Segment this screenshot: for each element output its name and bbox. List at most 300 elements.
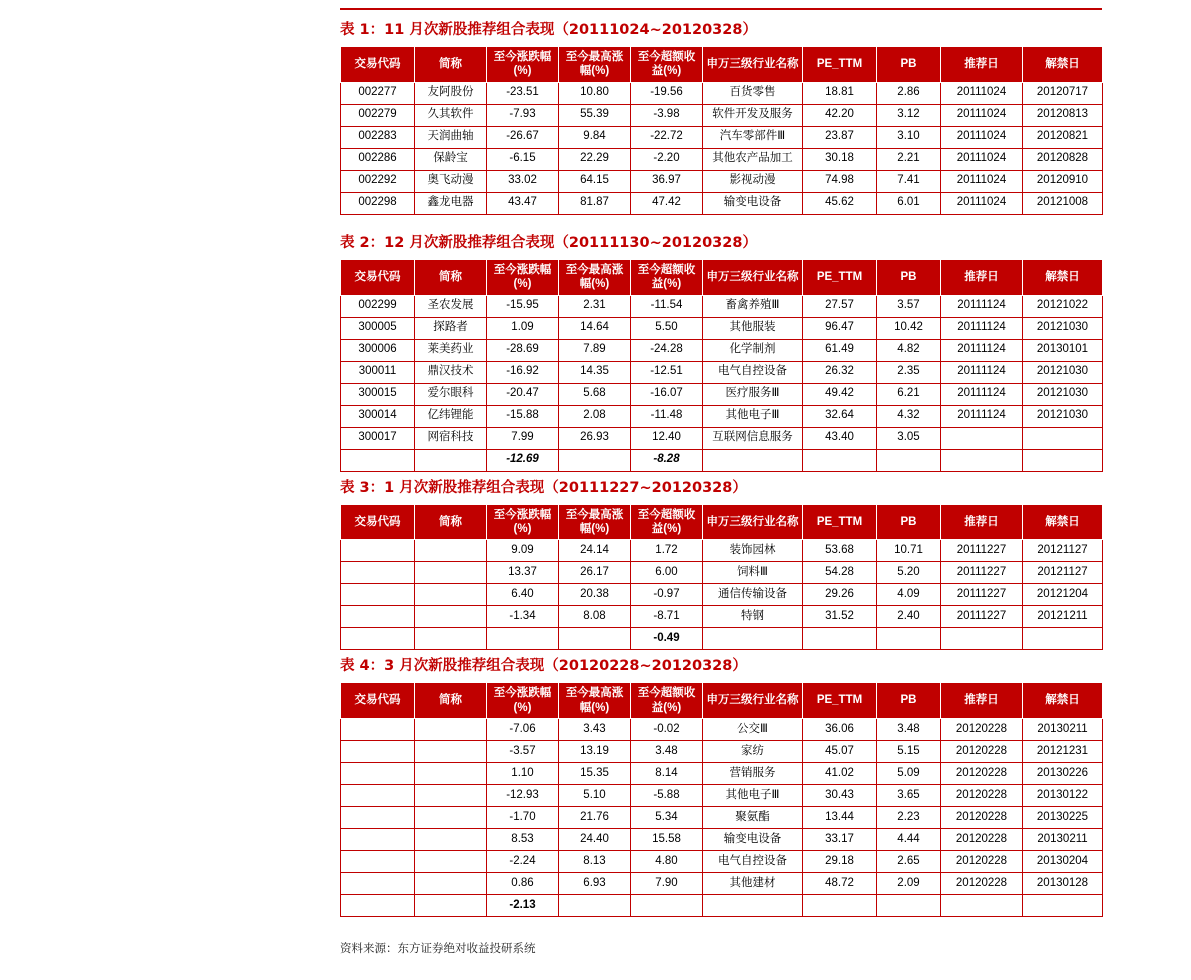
cell-change: -1.70: [487, 807, 559, 829]
cell-excess: 12.40: [631, 427, 703, 449]
cell-name: [415, 763, 487, 785]
col-header-pb: PB: [877, 504, 941, 540]
cell-code: [341, 807, 415, 829]
col-header-code: 交易代码: [341, 504, 415, 540]
cell-high: 5.68: [559, 383, 631, 405]
cell-change: 6.40: [487, 584, 559, 606]
cell-industry: 装饰园林: [703, 540, 803, 562]
cell-recommend-date: 20120228: [941, 763, 1023, 785]
col-header-change: 至今涨跌幅(%): [487, 47, 559, 83]
table-block-3: [340, 476, 1102, 651]
cell-pb: 4.32: [877, 405, 941, 427]
col-header-code: 交易代码: [341, 259, 415, 295]
source-note: 资料来源：东方证券绝对收益投研系统: [340, 941, 536, 955]
table-block-4: [340, 654, 1102, 917]
cell-pb: 3.57: [877, 295, 941, 317]
cell-high: 81.87: [559, 192, 631, 214]
cell-industry: 化学制剂: [703, 339, 803, 361]
col-header-unlock-date: 解禁日: [1023, 47, 1103, 83]
cell-code: [341, 741, 415, 763]
table-row: [341, 170, 1103, 192]
cell-industry: 软件开发及服务: [703, 104, 803, 126]
cell-high: 5.10: [559, 785, 631, 807]
cell-pe: 49.42: [803, 383, 877, 405]
cell-name: 奥飞动漫: [415, 170, 487, 192]
cell-pe: 29.18: [803, 851, 877, 873]
cell-recommend-date: 20120228: [941, 851, 1023, 873]
cell-change: 7.99: [487, 427, 559, 449]
cell-high: 14.64: [559, 317, 631, 339]
cell-excess: 36.97: [631, 170, 703, 192]
table-row: [341, 427, 1103, 449]
cell-unlock-date: 20130128: [1023, 873, 1103, 895]
cell-name: 莱美药业: [415, 339, 487, 361]
cell-change: -28.69: [487, 339, 559, 361]
cell-change: -26.67: [487, 126, 559, 148]
col-header-excess: 至今超额收益(%): [631, 504, 703, 540]
cell-pb: 2.09: [877, 873, 941, 895]
cell-recommend-date: 20111227: [941, 540, 1023, 562]
col-header-pe: PE_TTM: [803, 47, 877, 83]
col-header-name: 简称: [415, 47, 487, 83]
cell-high: 6.93: [559, 873, 631, 895]
cell-unlock-date: [1023, 427, 1103, 449]
cell-name: [415, 562, 487, 584]
cell-high: 64.15: [559, 170, 631, 192]
cell-name: [415, 785, 487, 807]
cell-code: 002292: [341, 170, 415, 192]
cell-industry: 家纺: [703, 741, 803, 763]
cell-change: -15.95: [487, 295, 559, 317]
cell-excess: -22.72: [631, 126, 703, 148]
cell-recommend-date: 20111124: [941, 361, 1023, 383]
cell-code: 002286: [341, 148, 415, 170]
cell-name: 友阿股份: [415, 82, 487, 104]
cell-excess: 6.00: [631, 562, 703, 584]
cell-pe: 26.32: [803, 361, 877, 383]
table-header-row: [341, 47, 1103, 83]
cell-pe: 29.26: [803, 584, 877, 606]
cell-pe: 74.98: [803, 170, 877, 192]
cell-excess: 3.48: [631, 741, 703, 763]
cell-pb: 3.10: [877, 126, 941, 148]
cell-unlock-date: 20121127: [1023, 562, 1103, 584]
cell-recommend-date: 20120228: [941, 807, 1023, 829]
cell-recommend-date: 20111227: [941, 606, 1023, 628]
table-header-row: [341, 683, 1103, 719]
cell-code: 300015: [341, 383, 415, 405]
cell-change: 1.10: [487, 763, 559, 785]
cell-high: 55.39: [559, 104, 631, 126]
performance-table-3: [340, 504, 1103, 651]
cell-name: 探路者: [415, 317, 487, 339]
cell-pb: 5.09: [877, 763, 941, 785]
cell-pe: 53.68: [803, 540, 877, 562]
cell-unlock-date: 20120821: [1023, 126, 1103, 148]
table-row: [341, 192, 1103, 214]
col-header-pb: PB: [877, 683, 941, 719]
table-summary-row: [341, 628, 1103, 650]
col-header-unlock-date: 解禁日: [1023, 504, 1103, 540]
cell-unlock-date: 20121030: [1023, 361, 1103, 383]
cell-industry: 通信传输设备: [703, 584, 803, 606]
cell-excess: 1.72: [631, 540, 703, 562]
cell-excess: -5.88: [631, 785, 703, 807]
cell-high: 10.80: [559, 82, 631, 104]
cell-excess: -8.71: [631, 606, 703, 628]
cell-pe: 31.52: [803, 606, 877, 628]
summary-change: -2.13: [487, 895, 559, 917]
cell-recommend-date: 20111024: [941, 170, 1023, 192]
cell-industry: 聚氨酯: [703, 807, 803, 829]
table-row: [341, 719, 1103, 741]
cell-code: 300006: [341, 339, 415, 361]
cell-pe: 45.62: [803, 192, 877, 214]
cell-unlock-date: 20120910: [1023, 170, 1103, 192]
cell-high: 2.31: [559, 295, 631, 317]
cell-excess: -11.48: [631, 405, 703, 427]
performance-table-2: [340, 259, 1103, 472]
table-row: [341, 829, 1103, 851]
cell-industry: 汽车零部件Ⅲ: [703, 126, 803, 148]
cell-industry: 输变电设备: [703, 829, 803, 851]
cell-pb: 2.86: [877, 82, 941, 104]
cell-code: 300005: [341, 317, 415, 339]
cell-recommend-date: 20111124: [941, 317, 1023, 339]
cell-industry: 其他电子Ⅲ: [703, 785, 803, 807]
table-row: [341, 873, 1103, 895]
cell-recommend-date: 20120228: [941, 829, 1023, 851]
table-row: [341, 104, 1103, 126]
cell-name: 鼎汉技术: [415, 361, 487, 383]
cell-unlock-date: 20130226: [1023, 763, 1103, 785]
cell-pe: 41.02: [803, 763, 877, 785]
cell-recommend-date: 20111024: [941, 148, 1023, 170]
col-header-code: 交易代码: [341, 683, 415, 719]
cell-pe: 43.40: [803, 427, 877, 449]
cell-pb: 3.12: [877, 104, 941, 126]
col-header-unlock-date: 解禁日: [1023, 259, 1103, 295]
cell-pe: 61.49: [803, 339, 877, 361]
cell-code: [341, 873, 415, 895]
table-title-1: 表 1：11 月次新股推荐组合表现（20111024~20120328）: [340, 22, 757, 38]
cell-pe: 32.64: [803, 405, 877, 427]
col-header-high: 至今最高涨幅(%): [559, 504, 631, 540]
col-header-industry: 申万三级行业名称: [703, 259, 803, 295]
table-header-row: [341, 504, 1103, 540]
cell-unlock-date: 20130211: [1023, 829, 1103, 851]
cell-industry: 其他建材: [703, 873, 803, 895]
cell-change: 1.09: [487, 317, 559, 339]
cell-pb: 3.65: [877, 785, 941, 807]
cell-high: 26.17: [559, 562, 631, 584]
cell-recommend-date: 20111227: [941, 562, 1023, 584]
cell-unlock-date: 20130204: [1023, 851, 1103, 873]
cell-change: -2.24: [487, 851, 559, 873]
cell-unlock-date: 20130211: [1023, 719, 1103, 741]
cell-excess: 8.14: [631, 763, 703, 785]
cell-pe: 45.07: [803, 741, 877, 763]
cell-name: 保龄宝: [415, 148, 487, 170]
cell-pb: 3.05: [877, 427, 941, 449]
col-header-recommend-date: 推荐日: [941, 504, 1023, 540]
cell-pe: 96.47: [803, 317, 877, 339]
cell-code: [341, 540, 415, 562]
cell-excess: -0.97: [631, 584, 703, 606]
cell-code: 300014: [341, 405, 415, 427]
cell-change: -15.88: [487, 405, 559, 427]
cell-high: 3.43: [559, 719, 631, 741]
col-header-name: 简称: [415, 683, 487, 719]
performance-table-4: [340, 682, 1103, 917]
cell-pb: 6.01: [877, 192, 941, 214]
cell-code: [341, 719, 415, 741]
cell-pb: 5.20: [877, 562, 941, 584]
cell-industry: 电气自控设备: [703, 851, 803, 873]
cell-change: 13.37: [487, 562, 559, 584]
table-row: [341, 339, 1103, 361]
cell-code: [341, 851, 415, 873]
col-header-unlock-date: 解禁日: [1023, 683, 1103, 719]
cell-pb: 6.21: [877, 383, 941, 405]
cell-high: 7.89: [559, 339, 631, 361]
cell-name: [415, 741, 487, 763]
cell-unlock-date: 20121030: [1023, 405, 1103, 427]
cell-pe: 48.72: [803, 873, 877, 895]
cell-industry: 电气自控设备: [703, 361, 803, 383]
summary-excess: -0.49: [631, 628, 703, 650]
col-header-name: 简称: [415, 504, 487, 540]
cell-name: 久其软件: [415, 104, 487, 126]
cell-recommend-date: 20111024: [941, 126, 1023, 148]
table-title-2: 表 2：12 月次新股推荐组合表现（20111130~20120328）: [340, 234, 757, 251]
table-row: [341, 584, 1103, 606]
cell-pe: 30.43: [803, 785, 877, 807]
cell-change: 8.53: [487, 829, 559, 851]
cell-pe: 42.20: [803, 104, 877, 126]
cell-recommend-date: 20111124: [941, 383, 1023, 405]
cell-excess: 15.58: [631, 829, 703, 851]
summary-excess: -8.28: [631, 449, 703, 471]
tables-container: [340, 18, 1102, 921]
cell-pb: 2.23: [877, 807, 941, 829]
cell-name: 亿纬锂能: [415, 405, 487, 427]
col-header-excess: 至今超额收益(%): [631, 259, 703, 295]
cell-pb: 3.48: [877, 719, 941, 741]
table-row: [341, 82, 1103, 104]
cell-pb: 5.15: [877, 741, 941, 763]
table-row: [341, 741, 1103, 763]
col-header-industry: 申万三级行业名称: [703, 683, 803, 719]
cell-excess: -2.20: [631, 148, 703, 170]
cell-change: -7.93: [487, 104, 559, 126]
cell-change: -16.92: [487, 361, 559, 383]
table-row: [341, 295, 1103, 317]
table-header-row: [341, 259, 1103, 295]
cell-pb: 2.21: [877, 148, 941, 170]
cell-excess: -24.28: [631, 339, 703, 361]
col-header-pe: PE_TTM: [803, 683, 877, 719]
cell-excess: 5.34: [631, 807, 703, 829]
cell-code: 002277: [341, 82, 415, 104]
cell-industry: 特钢: [703, 606, 803, 628]
cell-excess: -3.98: [631, 104, 703, 126]
cell-name: [415, 829, 487, 851]
cell-unlock-date: 20120828: [1023, 148, 1103, 170]
cell-industry: 其他服装: [703, 317, 803, 339]
cell-high: 24.14: [559, 540, 631, 562]
cell-recommend-date: 20111024: [941, 104, 1023, 126]
cell-excess: 47.42: [631, 192, 703, 214]
cell-name: 爱尔眼科: [415, 383, 487, 405]
table-row: [341, 606, 1103, 628]
cell-pe: 33.17: [803, 829, 877, 851]
cell-recommend-date: 20111124: [941, 339, 1023, 361]
cell-code: [341, 763, 415, 785]
cell-name: 网宿科技: [415, 427, 487, 449]
col-header-code: 交易代码: [341, 47, 415, 83]
cell-name: [415, 606, 487, 628]
cell-code: [341, 584, 415, 606]
col-header-industry: 申万三级行业名称: [703, 47, 803, 83]
cell-recommend-date: 20111227: [941, 584, 1023, 606]
cell-name: 圣农发展: [415, 295, 487, 317]
cell-industry: 其他电子Ⅲ: [703, 405, 803, 427]
cell-unlock-date: 20130225: [1023, 807, 1103, 829]
cell-change: 33.02: [487, 170, 559, 192]
table-title-3: 表 3：1 月次新股推荐组合表现（20111227~20120328）: [340, 479, 747, 496]
cell-code: 300011: [341, 361, 415, 383]
cell-pb: 10.42: [877, 317, 941, 339]
summary-change: -12.69: [487, 449, 559, 471]
cell-pe: 27.57: [803, 295, 877, 317]
cell-recommend-date: 20111024: [941, 82, 1023, 104]
cell-high: 13.19: [559, 741, 631, 763]
cell-industry: 互联网信息服务: [703, 427, 803, 449]
cell-excess: -19.56: [631, 82, 703, 104]
cell-excess: 5.50: [631, 317, 703, 339]
cell-high: 21.76: [559, 807, 631, 829]
table-row: [341, 317, 1103, 339]
col-header-pe: PE_TTM: [803, 259, 877, 295]
cell-pe: 36.06: [803, 719, 877, 741]
cell-name: 鑫龙电器: [415, 192, 487, 214]
cell-change: -12.93: [487, 785, 559, 807]
col-header-excess: 至今超额收益(%): [631, 47, 703, 83]
table-row: [341, 785, 1103, 807]
col-header-recommend-date: 推荐日: [941, 683, 1023, 719]
cell-code: 300017: [341, 427, 415, 449]
cell-pb: 4.09: [877, 584, 941, 606]
cell-excess: -12.51: [631, 361, 703, 383]
cell-pe: 23.87: [803, 126, 877, 148]
table-row: [341, 540, 1103, 562]
col-header-name: 简称: [415, 259, 487, 295]
table-block-2: [340, 231, 1102, 472]
table-row: [341, 383, 1103, 405]
cell-code: 002298: [341, 192, 415, 214]
cell-unlock-date: 20121231: [1023, 741, 1103, 763]
cell-industry: 输变电设备: [703, 192, 803, 214]
col-header-pb: PB: [877, 47, 941, 83]
cell-recommend-date: 20111024: [941, 192, 1023, 214]
col-header-high: 至今最高涨幅(%): [559, 259, 631, 295]
cell-excess: -11.54: [631, 295, 703, 317]
cell-unlock-date: 20121127: [1023, 540, 1103, 562]
top-divider: [340, 8, 1102, 10]
cell-name: [415, 584, 487, 606]
cell-pe: 13.44: [803, 807, 877, 829]
cell-code: 002299: [341, 295, 415, 317]
cell-high: 20.38: [559, 584, 631, 606]
cell-name: [415, 540, 487, 562]
cell-pb: 7.41: [877, 170, 941, 192]
table-row: [341, 126, 1103, 148]
cell-name: [415, 873, 487, 895]
col-header-high: 至今最高涨幅(%): [559, 47, 631, 83]
cell-industry: 饲料Ⅲ: [703, 562, 803, 584]
cell-change: -3.57: [487, 741, 559, 763]
table-row: [341, 361, 1103, 383]
cell-unlock-date: 20121204: [1023, 584, 1103, 606]
cell-change: -7.06: [487, 719, 559, 741]
cell-excess: 4.80: [631, 851, 703, 873]
cell-pb: 10.71: [877, 540, 941, 562]
table-summary-row: [341, 449, 1103, 471]
col-header-pe: PE_TTM: [803, 504, 877, 540]
table-row: [341, 562, 1103, 584]
cell-industry: 其他农产品加工: [703, 148, 803, 170]
col-header-change: 至今涨跌幅(%): [487, 259, 559, 295]
cell-high: 8.08: [559, 606, 631, 628]
cell-industry: 百货零售: [703, 82, 803, 104]
cell-pb: 2.65: [877, 851, 941, 873]
cell-excess: -16.07: [631, 383, 703, 405]
cell-pe: 18.81: [803, 82, 877, 104]
cell-high: 26.93: [559, 427, 631, 449]
table-row: [341, 148, 1103, 170]
cell-unlock-date: 20130122: [1023, 785, 1103, 807]
cell-unlock-date: 20121211: [1023, 606, 1103, 628]
table-row: [341, 763, 1103, 785]
cell-unlock-date: 20120813: [1023, 104, 1103, 126]
cell-name: [415, 807, 487, 829]
col-header-pb: PB: [877, 259, 941, 295]
cell-pb: 4.44: [877, 829, 941, 851]
cell-code: [341, 829, 415, 851]
cell-excess: 7.90: [631, 873, 703, 895]
cell-industry: 畜禽养殖Ⅲ: [703, 295, 803, 317]
cell-recommend-date: [941, 427, 1023, 449]
cell-pb: 2.35: [877, 361, 941, 383]
cell-name: 天润曲轴: [415, 126, 487, 148]
cell-unlock-date: 20121022: [1023, 295, 1103, 317]
col-header-excess: 至今超额收益(%): [631, 683, 703, 719]
cell-unlock-date: 20130101: [1023, 339, 1103, 361]
cell-high: 14.35: [559, 361, 631, 383]
cell-industry: 营销服务: [703, 763, 803, 785]
col-header-high: 至今最高涨幅(%): [559, 683, 631, 719]
cell-recommend-date: 20120228: [941, 719, 1023, 741]
cell-excess: -0.02: [631, 719, 703, 741]
cell-code: 002283: [341, 126, 415, 148]
cell-code: [341, 606, 415, 628]
cell-change: 9.09: [487, 540, 559, 562]
cell-pb: 2.40: [877, 606, 941, 628]
cell-high: 22.29: [559, 148, 631, 170]
cell-high: 8.13: [559, 851, 631, 873]
col-header-recommend-date: 推荐日: [941, 259, 1023, 295]
